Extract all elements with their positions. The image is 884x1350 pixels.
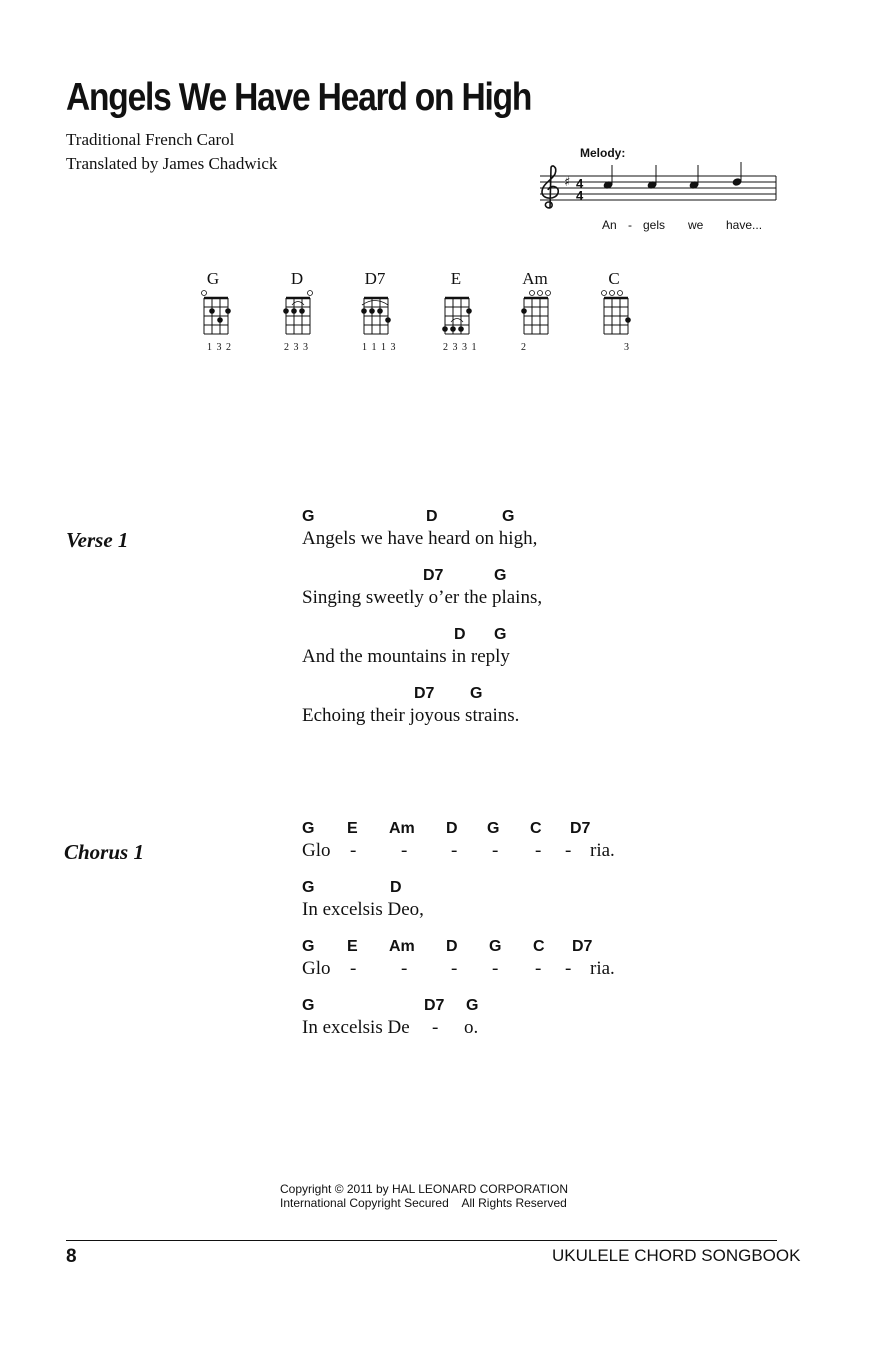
lyric-line: In excelsis Deo,	[302, 899, 424, 920]
lyric-hyphen: -	[350, 958, 357, 979]
chord-diagram-name: Am	[522, 269, 548, 288]
chord-diagram-name: D7	[364, 269, 386, 288]
melody-syllable: we	[688, 218, 704, 232]
lyric-hyphen: -	[451, 958, 458, 979]
melody-label: Melody:	[580, 146, 626, 160]
lyric-hyphen: -	[451, 840, 458, 861]
chord-fingering: 3	[624, 342, 630, 353]
chord-symbol: Am	[389, 820, 415, 837]
melody-syllable: An	[602, 218, 617, 232]
melody-syllable: gels	[643, 218, 666, 232]
lyric-syllable: Glo	[302, 958, 331, 979]
chord-diagram-name: C	[608, 269, 620, 288]
chord-grid-c	[598, 288, 634, 340]
sharp-icon: ♯	[564, 175, 571, 190]
chord-symbol: D	[446, 938, 458, 955]
lyric-hyphen: -	[492, 840, 499, 861]
copyright-line: International Copyright Secured All Rights Reserved	[280, 1196, 567, 1210]
chord-fingering: 2 3 3	[284, 342, 309, 353]
chord-symbol: D	[454, 626, 466, 643]
page-number: 8	[66, 1246, 77, 1267]
lyric-line: Echoing their joyous strains.	[302, 705, 520, 726]
svg-text:4: 4	[576, 188, 584, 203]
chord-symbol: E	[347, 820, 358, 837]
melody-staff	[536, 162, 780, 218]
chord-symbol: G	[302, 938, 315, 955]
chord-symbol: G	[489, 938, 502, 955]
chord-fingering: 1 1 1 3	[362, 342, 397, 353]
chord-symbol: D7	[423, 567, 444, 584]
chord-symbol: Am	[389, 938, 415, 955]
lyric-syllable: In excelsis De	[302, 1017, 410, 1038]
copyright-line: Copyright © 2011 by HAL LEONARD CORPORATION	[280, 1182, 569, 1196]
lyric-hyphen: -	[350, 840, 357, 861]
lyric-syllable: ria.	[590, 958, 615, 979]
chord-symbol: D	[426, 508, 438, 525]
chord-symbol: G	[302, 997, 315, 1014]
chord-grid-d	[280, 288, 316, 340]
chord-symbol: D	[390, 879, 402, 896]
chord-symbol: E	[347, 938, 358, 955]
chord-grid-am	[518, 288, 554, 340]
chord-diagram-name: E	[450, 269, 462, 288]
book-title: UKULELE CHORD SONGBOOK	[552, 1246, 801, 1265]
svg-text:4: 4	[576, 176, 584, 191]
lyric-hyphen: -	[401, 958, 408, 979]
chord-symbol: G	[302, 820, 315, 837]
translator-credit: Translated by James Chadwick	[66, 154, 278, 173]
melody-syllable: have...	[726, 218, 763, 232]
chord-symbol: G	[302, 508, 315, 525]
lyric-syllable: o.	[464, 1017, 479, 1038]
chord-symbol: C	[533, 938, 545, 955]
chorus-label: Chorus 1	[64, 840, 144, 864]
chord-diagram-name: G	[206, 269, 220, 288]
lyric-hyphen: -	[432, 1017, 439, 1038]
lyric-syllable: Glo	[302, 840, 331, 861]
lyric-hyphen: -	[535, 958, 542, 979]
lyric-hyphen: -	[535, 840, 542, 861]
chord-symbol: D7	[570, 820, 591, 837]
chord-symbol: D7	[572, 938, 593, 955]
chord-grid-e	[439, 288, 475, 340]
lyric-hyphen: -	[492, 958, 499, 979]
chord-symbol: D7	[414, 685, 435, 702]
chord-fingering: 2 3 3 1	[443, 342, 478, 353]
chord-symbol: D	[446, 820, 458, 837]
lyric-hyphen: -	[565, 840, 572, 861]
footer-divider	[66, 1240, 777, 1241]
lyric-hyphen: -	[401, 840, 408, 861]
chord-fingering: 1 3 2	[207, 342, 232, 353]
chord-symbol: G	[494, 567, 507, 584]
melody-hyphen: -	[628, 218, 632, 232]
chord-symbol: G	[302, 879, 315, 896]
treble-clef-icon	[542, 166, 558, 208]
song-title: Angels We Have Heard on High	[66, 76, 532, 119]
chord-symbol: G	[494, 626, 507, 643]
verse-label: Verse 1	[66, 528, 129, 552]
lyric-line: And the mountains in reply	[302, 646, 510, 667]
chord-diagram-name: D	[290, 269, 304, 288]
chord-symbol: G	[470, 685, 483, 702]
chord-symbol: D7	[424, 997, 445, 1014]
lyric-line: Singing sweetly o’er the plains,	[302, 587, 543, 608]
chord-symbol: G	[502, 508, 515, 525]
chord-symbol: G	[466, 997, 479, 1014]
chord-symbol: G	[487, 820, 500, 837]
chord-grid-g	[198, 288, 234, 340]
lyric-hyphen: -	[565, 958, 572, 979]
lyric-line: Angels we have heard on high,	[302, 528, 538, 549]
chord-symbol: C	[530, 820, 542, 837]
composer-credit: Traditional French Carol	[66, 130, 235, 149]
lyric-syllable: ria.	[590, 840, 615, 861]
chord-grid-d7	[358, 288, 394, 340]
chord-fingering: 2	[521, 342, 527, 353]
